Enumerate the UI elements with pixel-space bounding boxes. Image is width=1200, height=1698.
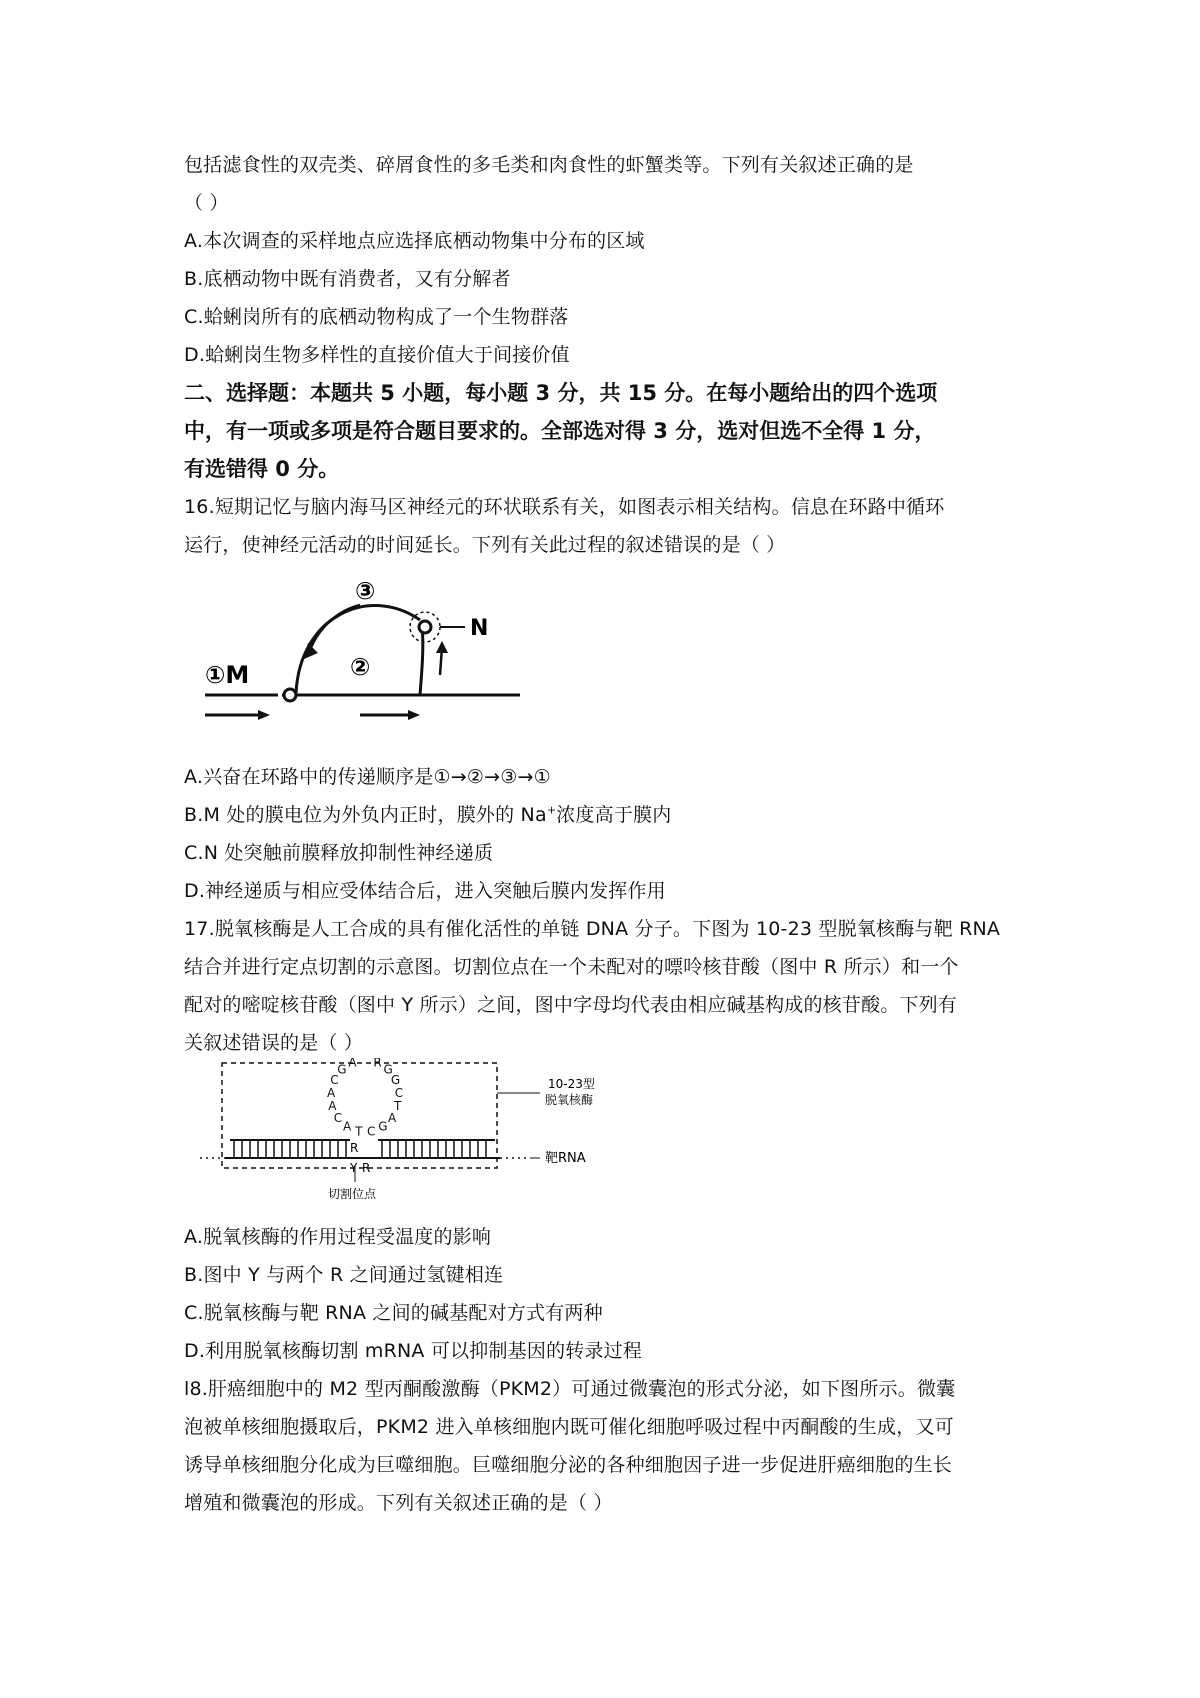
enzyme-dashed-box [222,1063,497,1168]
loop-letter: A [342,1119,352,1134]
q15-stem-line1: 包括滤食性的双壳类、碎屑食性的多毛类和肉食性的虾蟹类等。下列有关叙述正确的是 [184,154,914,176]
synapse-m [284,689,296,701]
label-2: ② [350,653,371,681]
q17-stem-line4: 关叙述错误的是（ ） [184,1032,364,1054]
q17-stem-line2: 结合并进行定点切割的示意图。切割位点在一个未配对的嘌呤核苷酸（图中 R 所示）和一个 [184,956,959,978]
base-pair-ticks-left [234,1140,346,1158]
label-target-rna: 靶RNA [545,1151,586,1166]
q18-stem-line3: 诱导单核细胞分化成为巨噬细胞。巨噬细胞分泌的各种细胞因子进一步促进肝癌细胞的生长 [184,1454,953,1476]
loop-letter: C [367,1124,376,1139]
loop-letter: A [326,1085,336,1100]
label-r-left: R [350,1141,359,1155]
q16-option-a: A.兴奋在环路中的传递顺序是①→②→③→① [184,766,551,788]
q17-dnazyme-figure [200,1058,680,1213]
q16-stem-line1: 16.短期记忆与脑内海马区神经元的环状联系有关，如图表示相关结构。信息在环路中循环 [184,496,945,518]
q17-option-c: C.脱氧核酶与靶 RNA 之间的碱基配对方式有两种 [184,1302,603,1324]
section2-heading-line1: 二、选择题：本题共 5 小题，每小题 3 分，共 15 分。在每小题给出的四个选项 [184,381,938,405]
q15-option-b: B.底栖动物中既有消费者，又有分解者 [184,268,511,290]
loop-letter: A [387,1110,397,1125]
input-arrowhead [258,710,270,720]
q17-option-b: B.图中 Y 与两个 R 之间通过氢键相连 [184,1264,504,1286]
label-n: N [470,616,489,641]
main-arrowhead [408,710,420,720]
loop-arrowhead-right [436,641,448,653]
section2-heading-line3: 有选错得 0 分。 [184,457,340,481]
q17-option-a: A.脱氧核酶的作用过程受温度的影响 [184,1226,492,1248]
loop-letter: T [394,1099,402,1113]
loop-letter: T [355,1124,363,1139]
loop-letter: A [348,1058,357,1070]
q15-option-d: D.蛤蜊岗生物多样性的直接价值大于间接价值 [184,344,570,366]
q16-option-d: D.神经递质与相应受体结合后，进入突触后膜内发挥作用 [184,880,666,902]
loop-letter: A [328,1099,337,1113]
q15-stem-line2: （ ） [184,192,229,214]
loop-letter: G [383,1062,393,1077]
loop-letter: G [337,1062,347,1077]
loop-letter: C [333,1110,343,1125]
loop-letter: C [394,1085,404,1100]
label-cut-site: 切割位点 [328,1187,377,1201]
synapse-n [419,621,431,633]
loop-arc-right [420,627,423,695]
loop-letter: C [330,1073,339,1088]
q16-option-b: B.M 处的膜电位为外负内正时，膜外的 Na+浓度高于膜内 [184,803,672,826]
q16-neural-loop-figure [200,575,540,730]
page-content [184,146,1034,1522]
label-3: ③ [355,577,376,605]
label-enzyme-type: 10-23型 [548,1077,595,1091]
loop-letter: G [390,1073,401,1088]
q16-option-c: C.N 处突触前膜释放抑制性神经递质 [184,842,494,864]
label-y: Y [350,1161,358,1175]
label-r-right: R [362,1161,371,1175]
label-enzyme-name: 脱氧核酶 [545,1093,594,1107]
loop-letter: R [373,1058,382,1070]
q15-option-a: A.本次调查的采样地点应选择底栖动物集中分布的区域 [184,230,645,252]
catalytic-loop-letters [327,1058,403,1138]
q16-stem-line2: 运行，使神经元活动的时间延长。下列有关此过程的叙述错误的是（ ） [184,534,786,556]
loop-letter: G [378,1119,388,1134]
q17-option-d: D.利用脱氧核酶切割 mRNA 可以抑制基因的转录过程 [184,1340,643,1362]
q18-stem-line2: 泡被单核细胞摄取后，PKM2 进入单核细胞内既可催化细胞呼吸过程中丙酮酸的生成，又可 [184,1416,954,1438]
base-pair-ticks-right [382,1140,486,1158]
q18-stem-line4: 增殖和微囊泡的形成。下列有关叙述正确的是（ ） [184,1492,613,1514]
q17-stem-line1: 17.脱氧核酶是人工合成的具有催化活性的单链 DNA 分子。下图为 10-23 型脱氧核酶与靶 RNA [184,918,1001,940]
label-1-m: ①M [205,661,250,689]
q17-stem-line3: 配对的嘧啶核苷酸（图中 Y 所示）之间，图中字母均代表由相应碱基构成的核苷酸。下列有 [184,994,958,1016]
section2-heading-line2: 中，有一项或多项是符合题目要求的。全部选对得 3 分，选对但选不全得 1 分， [184,419,936,443]
q15-option-c: C.蛤蜊岗所有的底栖动物构成了一个生物群落 [184,306,569,328]
loop-arrow-upper [310,605,360,650]
q18-stem-line1: l8.肝癌细胞中的 M2 型丙酮酸激酶（PKM2）可通过微囊泡的形式分泌，如下图所示。微囊 [184,1378,956,1400]
